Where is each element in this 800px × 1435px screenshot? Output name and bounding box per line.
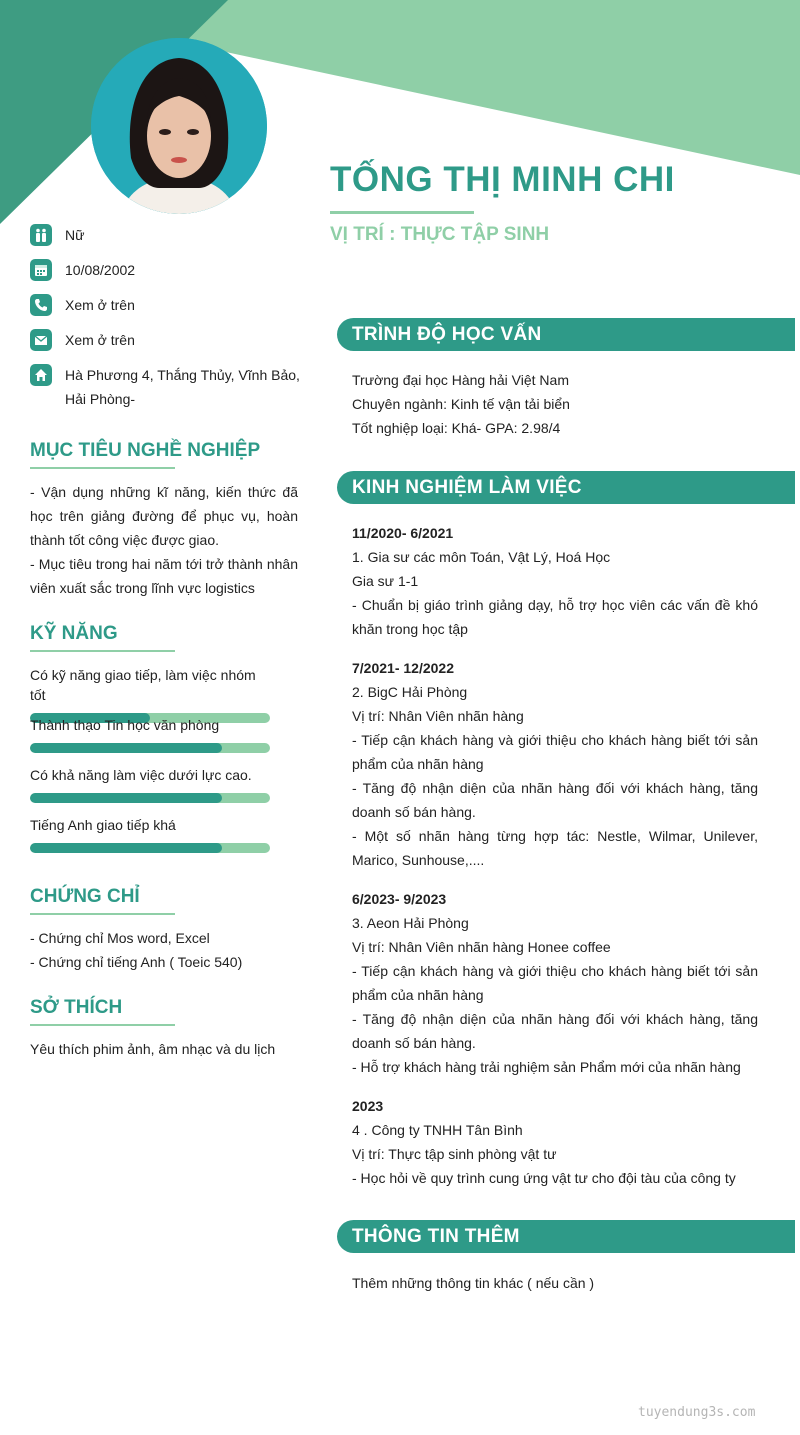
skill-name: Tiếng Anh giao tiếp khá	[30, 817, 176, 833]
objective-body	[30, 480, 298, 600]
certificates-underline	[30, 913, 175, 915]
job-line: - Hỗ trợ khách hàng trải nghiệm sản Phẩm mới của nhãn hàng	[352, 1059, 741, 1075]
phone-value: Xem ở trên	[65, 297, 135, 313]
education-line: Trường đại học Hàng hải Việt Nam	[352, 372, 569, 388]
additional-title: THÔNG TIN THÊM	[352, 1226, 520, 1247]
info-gender	[30, 224, 310, 247]
job-line: Gia sư 1-1	[352, 573, 419, 589]
birthday-value: 10/08/2002	[65, 262, 136, 278]
education-line: Chuyên ngành: Kinh tế vận tải biển	[352, 396, 570, 412]
certificates-body	[30, 926, 298, 974]
job-line: Vị trí: Nhân Viên nhãn hàng	[352, 708, 524, 724]
name-underline	[330, 211, 474, 214]
job-line: - Tăng độ nhận diện của nhãn hàng đối với khách hàng, tăng doanh số bán hàng.	[352, 780, 758, 820]
mail-icon	[30, 329, 52, 351]
portrait-photo	[91, 38, 267, 214]
email-value: Xem ở trên	[65, 332, 135, 348]
hobbies-underline	[30, 1024, 175, 1026]
experience-header	[337, 471, 795, 504]
job-line: Vị trí: Nhân Viên nhãn hàng Honee coffee	[352, 939, 611, 955]
job-entry	[352, 1094, 758, 1190]
skill-bar	[30, 843, 270, 853]
education-line: Tốt nghiệp loại: Khá- GPA: 2.98/4	[352, 420, 561, 436]
education-body	[352, 368, 758, 440]
job-line: - Tiếp cận khách hàng và giới thiệu cho khách hàng biết tới sản phẩm của nhãn hàng	[352, 732, 758, 772]
objective-line: - Mục tiêu trong hai năm tới trở thành nhân viên xuất sắc trong lĩnh vực logistics	[30, 556, 298, 596]
info-address	[30, 364, 310, 411]
job-line: - Chuẩn bị giáo trình giảng dạy, hỗ trợ học viên các vấn đề khó khăn trong học tập	[352, 597, 758, 637]
education-header	[337, 318, 795, 351]
objective-line: - Vận dụng những kĩ năng, kiến thức đã học trên giảng đường để phục vụ, hoàn thành tốt công việc được giao.	[30, 484, 298, 548]
experience-title: KINH NGHIỆM LÀM VIỆC	[352, 477, 582, 498]
calendar-icon	[30, 259, 52, 281]
job-date: 11/2020- 6/2021	[352, 525, 454, 541]
skill-name: Có khả năng làm việc dưới lực cao.	[30, 767, 252, 783]
gender-value: Nữ	[65, 227, 85, 243]
skill-level-fill	[30, 793, 222, 803]
job-entry	[352, 887, 758, 1079]
education-title: TRÌNH ĐỘ HỌC VẤN	[352, 324, 542, 345]
candidate-name: TỐNG THỊ MINH CHI	[330, 160, 675, 199]
info-birthday	[30, 259, 310, 282]
certificates-title: CHỨNG CHỈ	[30, 886, 140, 907]
certificate-line: - Chứng chỉ tiếng Anh ( Toeic 540)	[30, 954, 243, 970]
job-line: Vị trí: Thực tập sinh phòng vật tư	[352, 1146, 557, 1162]
info-phone	[30, 294, 310, 317]
objective-title: MỤC TIÊU NGHỀ NGHIỆP	[30, 440, 261, 461]
skill-level-fill	[30, 743, 222, 753]
additional-body: Thêm những thông tin khác ( nếu cần )	[352, 1275, 595, 1291]
skill-item	[30, 715, 270, 753]
watermark: tuyendung3s.com	[638, 1405, 756, 1420]
job-date: 7/2021- 12/2022	[352, 660, 454, 676]
skill-bar	[30, 793, 270, 803]
job-line: 4 . Công ty TNHH Tân Bình	[352, 1122, 523, 1138]
objective-underline	[30, 467, 175, 469]
home-icon	[30, 364, 52, 386]
job-date: 2023	[352, 1098, 384, 1114]
additional-header	[337, 1220, 795, 1253]
job-line: - Học hỏi về quy trình cung ứng vật tư cho đội tàu của công ty	[352, 1170, 736, 1186]
skill-item	[30, 815, 270, 853]
experience-body	[352, 521, 758, 1205]
gender-icon	[30, 224, 52, 246]
hobbies-title: SỞ THÍCH	[30, 997, 123, 1018]
personal-info	[30, 224, 310, 423]
skill-item	[30, 765, 270, 803]
job-line: - Tiếp cận khách hàng và giới thiệu cho khách hàng biết tới sản phẩm của nhãn hàng	[352, 963, 758, 1003]
avatar	[91, 38, 267, 214]
skill-level-fill	[30, 843, 222, 853]
job-date: 6/2023- 9/2023	[352, 891, 447, 907]
skills-title: KỸ NĂNG	[30, 623, 118, 644]
job-entry	[352, 521, 758, 641]
candidate-position: VỊ TRÍ : THỰC TẬP SINH	[330, 224, 550, 245]
skill-name: Có kỹ năng giao tiếp, làm việc nhóm tốt	[30, 667, 256, 703]
skill-bar	[30, 743, 270, 753]
job-entry	[352, 656, 758, 872]
job-line: - Tăng độ nhận diện của nhãn hàng đối với khách hàng, tăng doanh số bán hàng.	[352, 1011, 758, 1051]
job-line: 2. BigC Hải Phòng	[352, 684, 468, 700]
skills-underline	[30, 650, 175, 652]
job-line: 1. Gia sư các môn Toán, Vật Lý, Hoá Học	[352, 549, 611, 565]
job-line: 3. Aeon Hải Phòng	[352, 915, 469, 931]
job-line: - Một số nhãn hàng từng hợp tác: Nestle, Wilmar, Unilever, Marico, Sunhouse,....	[352, 828, 758, 868]
hobbies-body: Yêu thích phim ảnh, âm nhạc và du lịch	[30, 1041, 276, 1057]
address-value: Hà Phương 4, Thắng Thủy, Vĩnh Bảo, Hải Phòng-	[65, 367, 300, 407]
skill-name: Thành thạo Tin học văn phòng	[30, 717, 220, 733]
light-green-triangle	[170, 0, 800, 175]
info-email	[30, 329, 310, 352]
phone-icon	[30, 294, 52, 316]
certificate-line: - Chứng chỉ Mos word, Excel	[30, 930, 210, 946]
